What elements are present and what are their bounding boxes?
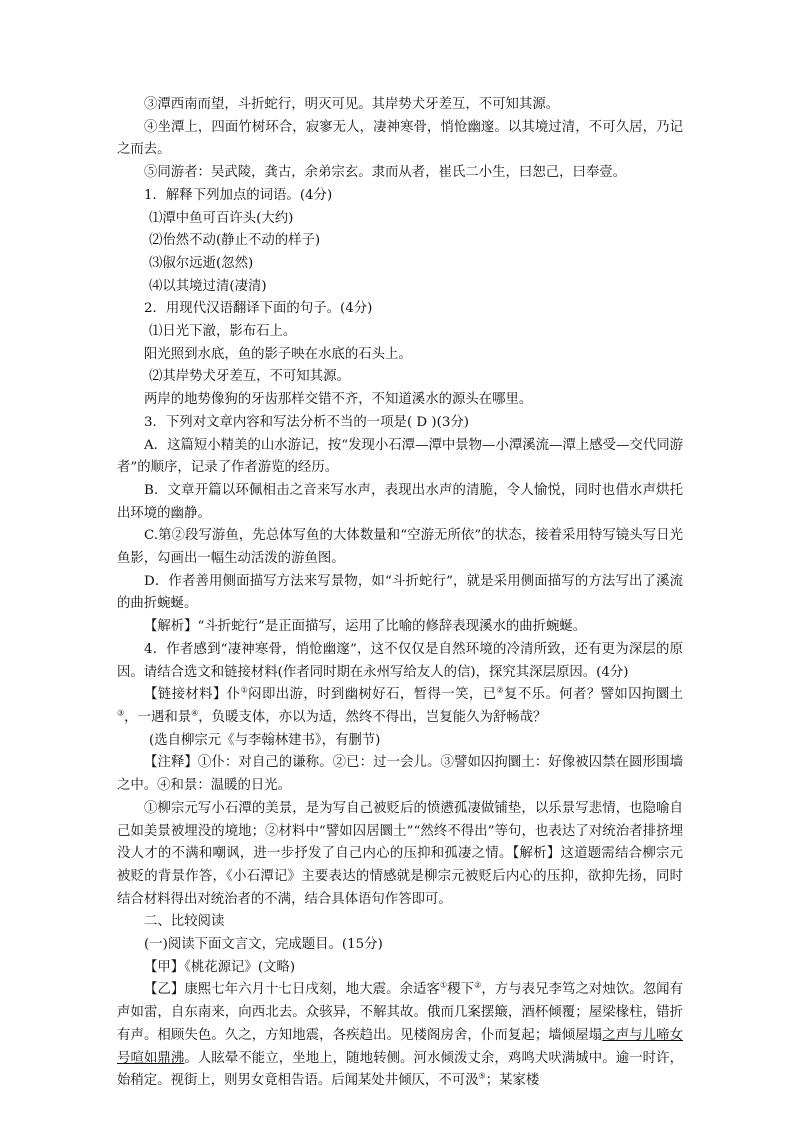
underlined-sentence: 之声与儿啼女号喧如鼎沸 [117,1027,684,1066]
question-1-item-2: ⑵佁然不动(静止不动的样子) [149,233,321,249]
link-notes: 【注释】①仆：对自己的谦称。②已：过一会儿。③譬如囚拘圜土：好像被囚禁在圆形围墙之中。④和景：温暖的日光。 [117,755,683,794]
question-2-item-1: ⑴日光下澈，影布石上。 [149,324,297,340]
question-3-option-c: C.第②段写游鱼，先总体写鱼的大体数量和“空游无所依”的状态，接着采用特写镜头写日光鱼影，勾画出一幅生动活泼的游鱼图。 [117,528,683,567]
question-3-option-b: B．文章开篇以环佩相击之音来写水声，表现出水声的清脆，令人愉悦，同时也借水声烘托出环境的幽静。 [117,482,683,521]
question-3-option-d: D．作者善用侧面描写方法来写景物，如“斗折蛇行”，就是采用侧面描写的方法写出了溪流的曲折蜿蜒。 [117,573,683,612]
text-yi: 【乙】康熙七年六月十七日戌刻，地大震。余适客①稷下②，方与表兄李笃之对烛饮。忽闻有声如雷，自东南来，向西北去。众骇异，不解其故。俄而几案摆簸，酒杯倾覆；屋梁椽柱，错折有声。相顾失色。久之，方知地震，各疾趋出。见楼阁房舍，仆而复起；墙倾屋塌之声与儿啼女号喧如鼎沸。人眩晕不能立，坐地上，随地转侧。河水倾泼丈余，鸡鸣犬吠满城中。逾一时许，始稍定。视街上，则男女竟相告语。后闻某处井倾仄，不可汲⑤；某家楼 [117,980,684,1089]
question-4: 4．作者感到“凄神寒骨，悄怆幽邃”，这不仅仅是自然环境的冷清所致，还有更为深层的原因。请结合选文和链接材料(作者同时期在永州写给友人的信)，探究其深层原因。(4分) [117,641,683,680]
subsection-heading: (一)阅读下面文言文，完成题目。(15分) [144,937,383,953]
question-3: 3．下列对文章内容和写法分析不当的一项是( D )(3分) [144,414,469,430]
link-source: (选自柳宗元《与李翰林建书》，有删节) [149,732,381,748]
paragraph-5: ⑤同游者：吴武陵，龚古，余弟宗玄。隶而从者，崔氏二小生，曰恕己，曰奉壹。 [144,165,627,181]
question-2-item-2: ⑵其岸势犬牙差互，不可知其源。 [149,369,350,385]
question-4-answer: ①柳宗元写小石潭的美景，是为写自己被贬后的愤懑孤凄做铺垫，以乐景写悲情，也隐喻自己如美景被埋没的境地；②材料中“譬如囚居圜土”“然终不得出”等句，也表达了对统治者排挤埋没人才的不满和嘲讽，进一步抒发了自己内心的压抑和孤凄之情。【解析】这道题需结合柳宗元被贬的背景作答，《小石潭记》主要表达的情感就是柳宗元被贬后内心的压抑，欲抑先扬，同时结合材料得出对统治者的不满，结合具体语句作答即可。 [117,800,683,907]
question-2-answer-1: 阳光照到水底，鱼的影子映在水底的石头上。 [144,346,412,362]
question-2-answer-2: 两岸的地势像狗的牙齿那样交错不齐，不知道溪水的源头在哪里。 [144,392,533,408]
question-1: 1．解释下列加点的词语。(4分) [144,187,333,203]
question-3-analysis: 【解析】“斗折蛇行”是正面描写，运用了比喻的修辞表现溪水的曲折蜿蜒。 [144,619,587,635]
document-page [117,94,683,1093]
section-heading: 二、比较阅读 [144,914,225,930]
text-jia: 【甲】《桃花源记》(文略) [144,959,296,975]
question-1-item-3: ⑶俶尔远逝(忽然) [149,255,254,271]
question-3-option-a: A．这篇短小精美的山水游记，按“发现小石潭—潭中景物—小潭溪流—潭上感受—交代同游者”的顺序，记录了作者游览的经历。 [117,437,683,476]
link-material: 【链接材料】仆①闷即出游，时到幽树好石，暂得一笑，已②复不乐。何者？譬如囚拘圜土③，一遇和景④，负暖支体，亦以为适，然终不得出，岂复能久为舒畅哉？ [117,685,684,725]
question-1-item-1: ⑴潭中鱼可百许头(大约) [149,210,294,226]
paragraph-4: ④坐潭上，四面竹树环合，寂寥无人，凄神寒骨，悄怆幽邃。以其境过清，不可久居，乃记之而去。 [117,119,683,158]
question-1-item-4: ⑷以其境过清(凄清) [149,278,267,294]
question-2: 2．用现代汉语翻译下面的句子。(4分) [144,301,373,317]
paragraph-3: ③潭西南而望，斗折蛇行，明灭可见。其岸势犬牙差互，不可知其源。 [144,97,560,112]
